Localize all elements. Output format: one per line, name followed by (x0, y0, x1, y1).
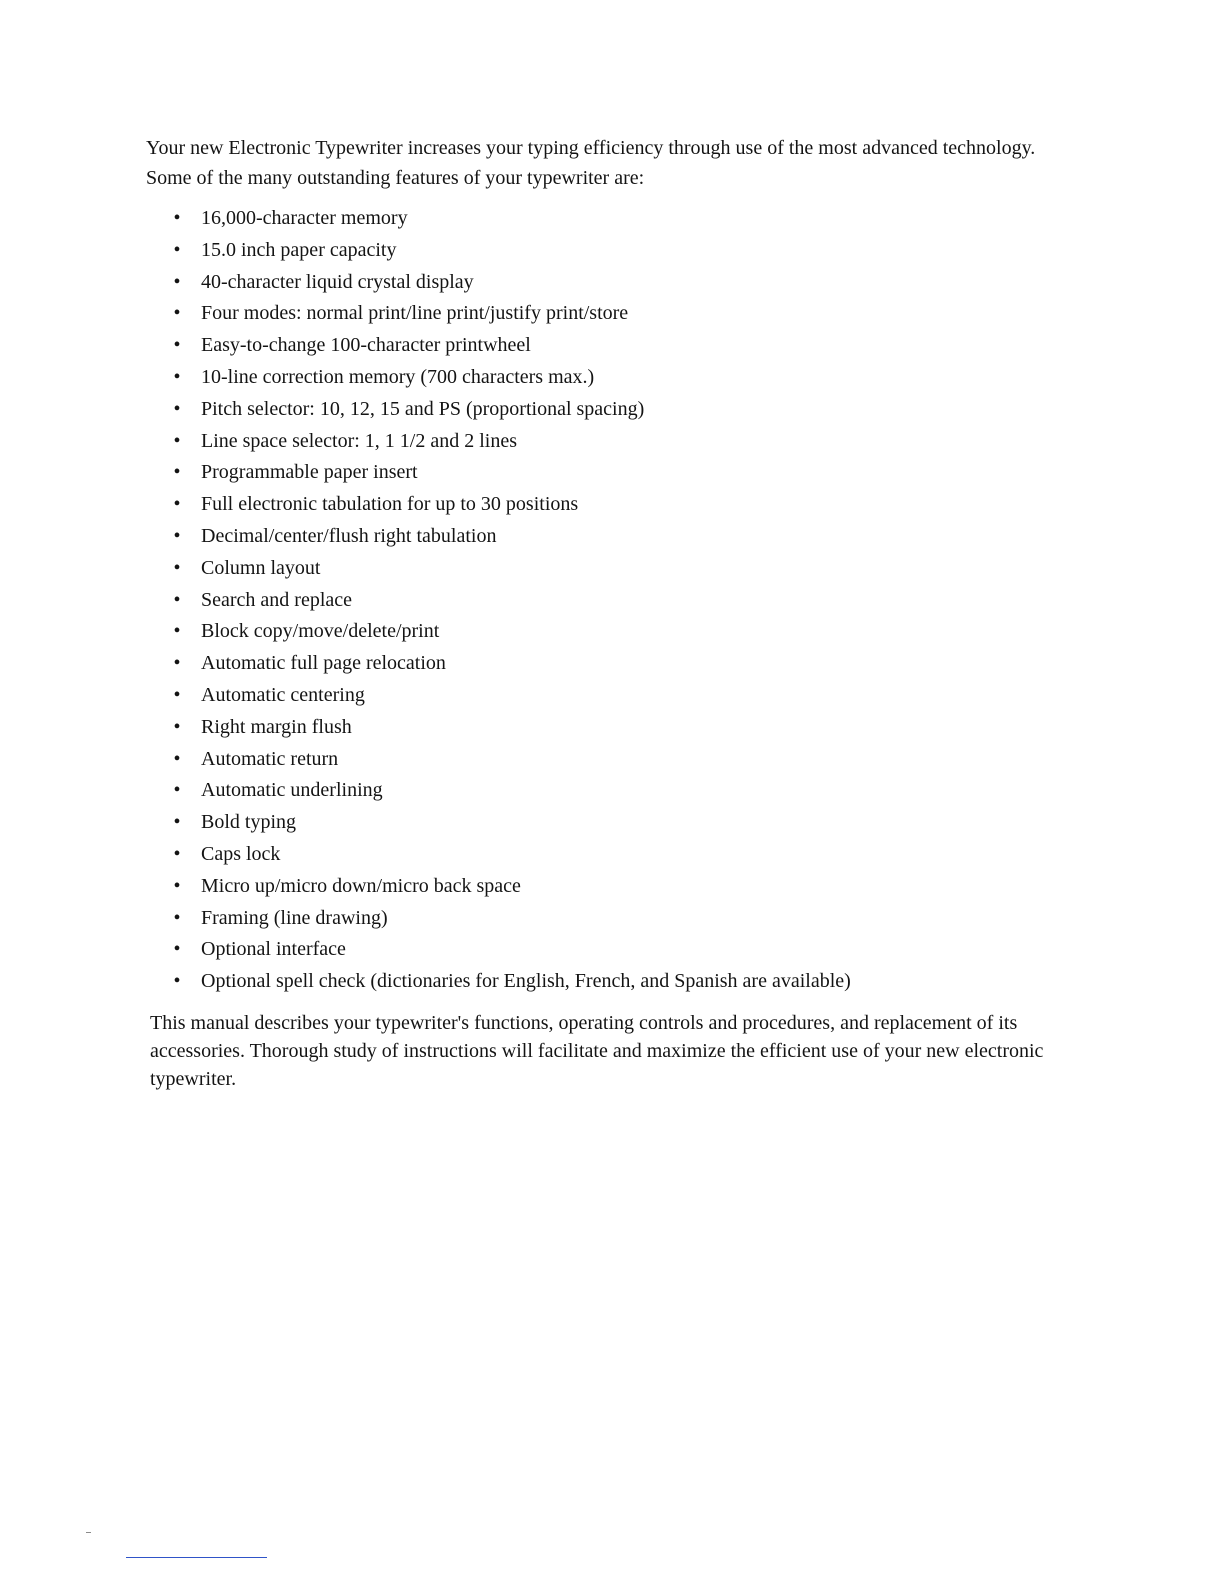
feature-text: Full electronic tabulation for up to 30 positions (201, 493, 579, 516)
feature-text: Automatic centering (201, 683, 365, 706)
bullet-icon: • (173, 524, 181, 547)
feature-text: Line space selector: 1, 1 1/2 and 2 lines (201, 429, 518, 452)
feature-item (168, 807, 1068, 839)
feature-item (168, 712, 1068, 744)
feature-text: Bold typing (201, 811, 297, 834)
feature-item (168, 680, 1068, 712)
feature-item (168, 839, 1068, 871)
bullet-icon: • (173, 207, 181, 229)
bullet-icon: • (173, 270, 181, 293)
corner-mark (86, 1532, 91, 1533)
feature-text: Decimal/center/flush right tabulation (201, 524, 497, 547)
bullet-icon: • (173, 397, 181, 420)
feature-item (168, 489, 1068, 521)
feature-text: Right margin flush (201, 715, 352, 738)
feature-text: Easy-to-change 100-character printwheel (201, 334, 531, 357)
feature-text: Search and replace (201, 588, 353, 611)
footer-rule (126, 1557, 267, 1558)
feature-text: Caps lock (201, 842, 281, 865)
feature-text: 40-character liquid crystal display (201, 270, 474, 293)
feature-text: Automatic full page relocation (201, 652, 446, 675)
bullet-icon: • (173, 779, 181, 802)
feature-item (168, 362, 1068, 394)
bullet-icon: • (173, 715, 181, 738)
feature-item (168, 553, 1068, 585)
feature-text: Automatic underlining (201, 779, 383, 802)
feature-text: 10-line correction memory (700 characters max.) (201, 365, 595, 388)
feature-text: Column layout (201, 556, 321, 579)
bullet-icon: • (173, 938, 181, 961)
closing-paragraph: This manual describes your typewriter's functions, operating controls and procedures, and replacement of its accessories. Thorough study of instructions will facilitate and maximize the efficient use of your new electronic typewriter. (150, 1012, 1044, 1090)
feature-text: Framing (line drawing) (201, 906, 388, 929)
feature-item (168, 903, 1068, 935)
feature-item (168, 426, 1068, 458)
feature-item (168, 330, 1068, 362)
bullet-icon: • (173, 365, 181, 388)
feature-text: Four modes: normal print/line print/justify print/store (201, 302, 629, 325)
bullet-icon: • (173, 620, 181, 643)
feature-item (168, 521, 1068, 553)
bullet-icon: • (173, 811, 181, 834)
feature-text: Block copy/move/delete/print (201, 620, 440, 643)
bullet-icon: • (173, 842, 181, 865)
feature-item (168, 616, 1068, 648)
feature-item (168, 235, 1068, 267)
feature-item (168, 298, 1068, 330)
bullet-icon: • (173, 334, 181, 357)
feature-item (168, 585, 1068, 617)
bullet-icon: • (173, 556, 181, 579)
feature-text: Pitch selector: 10, 12, 15 and PS (proportional spacing) (201, 397, 645, 420)
feature-text: Programmable paper insert (201, 461, 418, 484)
bullet-icon: • (173, 302, 181, 325)
bullet-icon: • (173, 970, 181, 993)
feature-text: 16,000-character memory (201, 207, 408, 229)
feature-item (168, 775, 1068, 807)
feature-text: Optional spell check (dictionaries for English, French, and Spanish are available) (201, 970, 851, 993)
feature-item (168, 648, 1068, 680)
bullet-icon: • (173, 461, 181, 484)
feature-item (168, 394, 1068, 426)
feature-item (168, 267, 1068, 299)
bullet-icon: • (173, 429, 181, 452)
bullet-icon: • (173, 874, 181, 897)
feature-text: Automatic return (201, 747, 339, 770)
bullet-icon: • (173, 652, 181, 675)
bullet-icon: • (173, 747, 181, 770)
bullet-icon: • (173, 238, 181, 261)
feature-item (168, 871, 1068, 903)
feature-text: 15.0 inch paper capacity (201, 238, 397, 261)
feature-item (168, 203, 1068, 235)
feature-text: Optional interface (201, 938, 346, 961)
bullet-icon: • (173, 906, 181, 929)
bullet-icon: • (173, 683, 181, 706)
feature-item (168, 934, 1068, 966)
bullet-icon: • (173, 588, 181, 611)
bullet-icon: • (173, 493, 181, 516)
feature-item (168, 744, 1068, 776)
feature-item (168, 457, 1068, 489)
feature-text: Micro up/micro down/micro back space (201, 874, 521, 897)
feature-item (168, 966, 1068, 998)
intro-paragraph: Your new Electronic Typewriter increases your typing efficiency through use of the most advanced technology. Some of the many outstanding features of your typewriter are: (146, 137, 1036, 189)
feature-list (168, 203, 1068, 998)
